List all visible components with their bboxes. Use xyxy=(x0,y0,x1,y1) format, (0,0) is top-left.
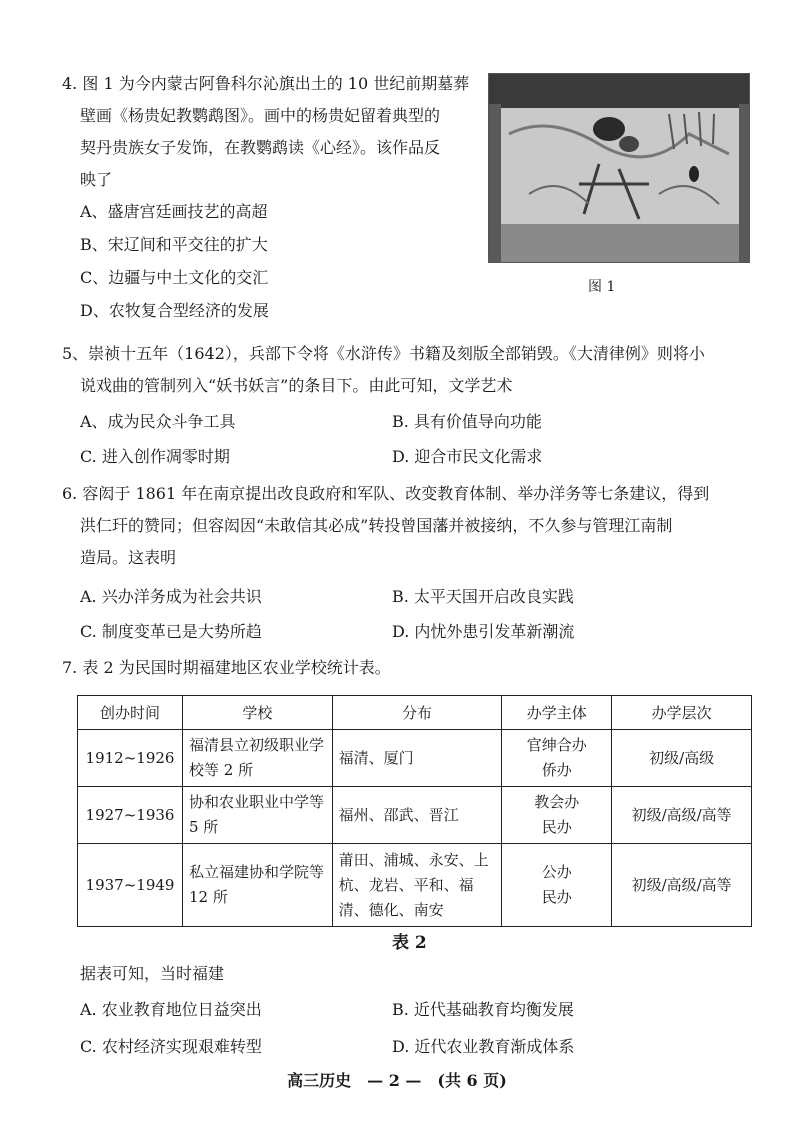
table-header: 学校 xyxy=(182,696,332,730)
q6-option-b: B. 太平天国开启改良实践 xyxy=(392,587,574,606)
table-cell: 协和农业职业中学等 5 所 xyxy=(182,787,332,844)
table-cell: 福州、邵武、晋江 xyxy=(332,787,502,844)
table-header: 办学层次 xyxy=(612,696,752,730)
question-7-stem xyxy=(62,652,762,684)
table-cell: 1927~1936 xyxy=(78,787,183,844)
q5-option-a: A、成为民众斗争工具 xyxy=(80,412,236,431)
q4-option-b: B、宋辽间和平交往的扩大 xyxy=(80,235,268,254)
table-cell: 教会办民办 xyxy=(502,787,612,844)
table-cell: 福清、厦门 xyxy=(332,730,502,787)
q5-line: 说戏曲的管制列入“妖书妖言”的条目下。由此可知，文学艺术 xyxy=(80,376,513,395)
table-cell: 初级/高级/高等 xyxy=(612,844,752,927)
q4-line: 映了 xyxy=(80,170,113,189)
question-6-stem xyxy=(62,478,762,574)
table-header: 分布 xyxy=(332,696,502,730)
table-cell: 公办民办 xyxy=(502,844,612,927)
q7-option-d: D. 近代农业教育渐成体系 xyxy=(392,1037,575,1056)
q6-option-d: D. 内忧外患引发革新潮流 xyxy=(392,622,575,641)
table-cell: 福清县立初级职业学校等 2 所 xyxy=(182,730,332,787)
table-cell: 1912~1926 xyxy=(78,730,183,787)
q5-option-d: D. 迎合市民文化需求 xyxy=(392,447,543,466)
school-statistics-table xyxy=(77,695,752,927)
table-cell: 私立福建协和学院等 12 所 xyxy=(182,844,332,927)
question-5-stem xyxy=(62,338,762,402)
q6-line: 洪仁玕的赞同；但容闳因“未敢信其必成”转投曾国藩并被接纳，不久参与管理江南制 xyxy=(80,516,673,535)
q7-stem-text: 据表可知，当时福建 xyxy=(80,964,225,983)
table-header: 创办时间 xyxy=(78,696,183,730)
table-cell: 初级/高级 xyxy=(612,730,752,787)
table-cell: 莆田、浦城、永安、上杭、龙岩、平和、福清、德化、南安 xyxy=(332,844,502,927)
q7-option-c: C. 农村经济实现艰难转型 xyxy=(80,1037,262,1056)
q7-option-a: A. 农业教育地位日益突出 xyxy=(80,1000,262,1019)
table-cell: 1937~1949 xyxy=(78,844,183,927)
table-header-row xyxy=(78,696,752,730)
table-row xyxy=(78,844,752,927)
q4-option-a: A、盛唐宫廷画技艺的高超 xyxy=(80,202,268,221)
table-caption: 表 2 xyxy=(392,933,427,953)
q6-line: 6. 容闳于 1861 年在南京提出改良政府和军队、改变教育体制、举办洋务等七条建议，得到 xyxy=(62,484,710,503)
table-row xyxy=(78,730,752,787)
q6-option-c: C. 制度变革已是大势所趋 xyxy=(80,622,262,641)
figure-caption: 图 1 xyxy=(588,279,616,295)
q7-line: 7. 表 2 为民国时期福建地区农业学校统计表。 xyxy=(62,658,391,677)
mural-painting-picture xyxy=(489,74,750,263)
q5-line: 5、崇祯十五年（1642），兵部下令将《水浒传》书籍及刻版全部销毁。《大清律例》则将小 xyxy=(62,344,705,363)
q5-option-c: C. 进入创作凋零时期 xyxy=(80,447,230,466)
table-row xyxy=(78,787,752,844)
q4-option-d: D、农牧复合型经济的发展 xyxy=(80,301,269,320)
table-cell: 官绅合办侨办 xyxy=(502,730,612,787)
mural-image xyxy=(488,73,750,263)
table-cell: 初级/高级/高等 xyxy=(612,787,752,844)
q4-line: 壁画《杨贵妃教鹦鹉图》。画中的杨贵妃留着典型的 xyxy=(80,106,441,125)
question-4-stem xyxy=(62,68,492,196)
q6-line: 造局。这表明 xyxy=(80,548,177,567)
q4-option-c: C、边疆与中土文化的交汇 xyxy=(80,268,269,287)
q5-option-b: B. 具有价值导向功能 xyxy=(392,412,542,431)
q4-line: 4. 图 1 为今内蒙古阿鲁科尔沁旗出土的 10 世纪前期墓葬 xyxy=(62,74,470,93)
q4-line: 契丹贵族女子发饰，在教鹦鹉读《心经》。该作品反 xyxy=(80,138,441,157)
table-header: 办学主体 xyxy=(502,696,612,730)
page-footer: 高三历史 — 2 — (共 6 页) xyxy=(287,1071,507,1090)
q7-option-b: B. 近代基础教育均衡发展 xyxy=(392,1000,574,1019)
q6-option-a: A. 兴办洋务成为社会共识 xyxy=(80,587,262,606)
